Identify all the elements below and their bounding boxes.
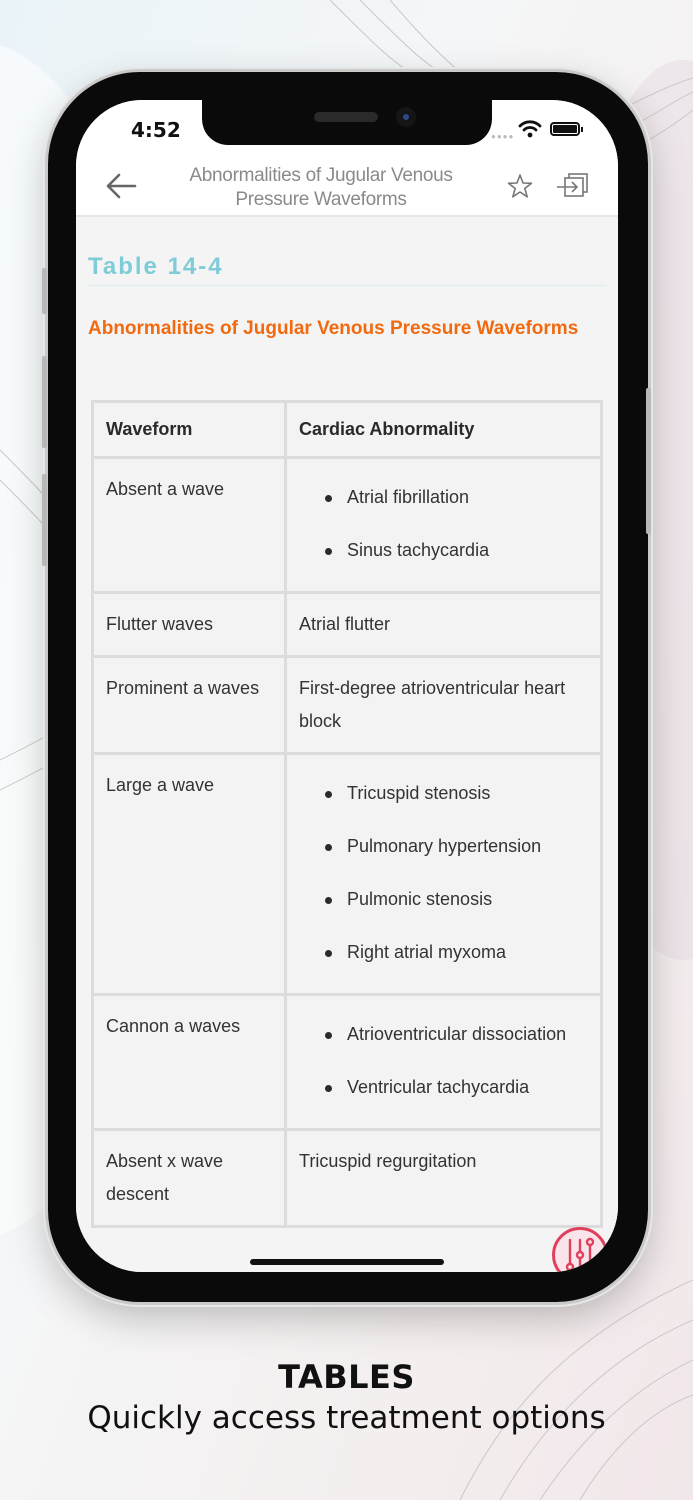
list-item: Pulmonary hypertension	[347, 830, 588, 863]
table-row	[93, 1130, 602, 1227]
notch	[202, 100, 492, 145]
table-header-row	[93, 402, 602, 458]
column-header: Cardiac Abnormality	[286, 402, 602, 458]
divider	[88, 285, 606, 286]
list-item: Sinus tachycardia	[347, 534, 588, 567]
abnormality-list	[299, 459, 588, 591]
volume-up-button	[42, 356, 47, 448]
waveform-cell: Cannon a waves	[93, 995, 286, 1130]
abnormality-cell	[286, 754, 602, 995]
abnormality-list	[299, 996, 588, 1128]
sliders-icon	[555, 1230, 605, 1272]
nav-title: Abnormalities of Jugular Venous Pressure Waveforms	[189, 165, 453, 210]
table-label: Table 14-4	[88, 253, 224, 280]
table-row	[93, 593, 602, 657]
waveform-cell: Prominent a waves	[93, 657, 286, 754]
list-item: Ventricular tachycardia	[347, 1071, 588, 1104]
caption-subtitle: Quickly access treatment options	[87, 1400, 606, 1436]
waveform-cell: Large a wave	[93, 754, 286, 995]
caption-title: TABLES	[278, 1358, 415, 1396]
table-row	[93, 458, 602, 593]
open-in-icon[interactable]	[556, 172, 590, 200]
power-button	[646, 388, 651, 534]
column-header: Waveform	[93, 402, 286, 458]
abnormality-cell	[286, 458, 602, 593]
abnormality-cell: First-degree atrioventricular heart block	[286, 657, 602, 754]
phone-screen	[76, 100, 618, 1272]
list-item: Atrioventricular dissociation	[347, 1018, 588, 1051]
battery-icon	[550, 122, 580, 136]
mute-switch	[42, 268, 47, 314]
list-item: Atrial fibrillation	[347, 481, 588, 514]
home-indicator[interactable]	[250, 1259, 444, 1265]
data-table	[91, 400, 603, 1228]
signal-dots-icon: ●●●●	[491, 132, 515, 141]
table-row	[93, 657, 602, 754]
list-item: Pulmonic stenosis	[347, 883, 588, 916]
status-time: 4:52	[131, 118, 181, 142]
volume-down-button	[42, 474, 47, 566]
list-item: Right atrial myxoma	[347, 936, 588, 969]
waveform-cell: Flutter waves	[93, 593, 286, 657]
star-outline-icon[interactable]	[506, 172, 534, 200]
sliders-button[interactable]	[552, 1227, 608, 1272]
front-camera	[396, 107, 416, 127]
waveform-cell: Absent a wave	[93, 458, 286, 593]
abnormality-cell: Atrial flutter	[286, 593, 602, 657]
wifi-icon	[518, 120, 542, 138]
content-area[interactable]	[76, 217, 618, 1272]
waveform-cell: Absent x wave descent	[93, 1130, 286, 1227]
status-bar	[76, 100, 618, 160]
abnormality-list	[299, 755, 588, 993]
speaker	[314, 112, 378, 122]
nav-bar	[76, 160, 618, 217]
list-item: Tricuspid stenosis	[347, 777, 588, 810]
back-arrow-icon[interactable]	[104, 172, 138, 200]
table-title: Abnormalities of Jugular Venous Pressure Waveforms	[88, 318, 579, 339]
abnormality-cell	[286, 995, 602, 1130]
table-row	[93, 754, 602, 995]
table-row	[93, 995, 602, 1130]
abnormality-cell: Tricuspid regurgitation	[286, 1130, 602, 1227]
